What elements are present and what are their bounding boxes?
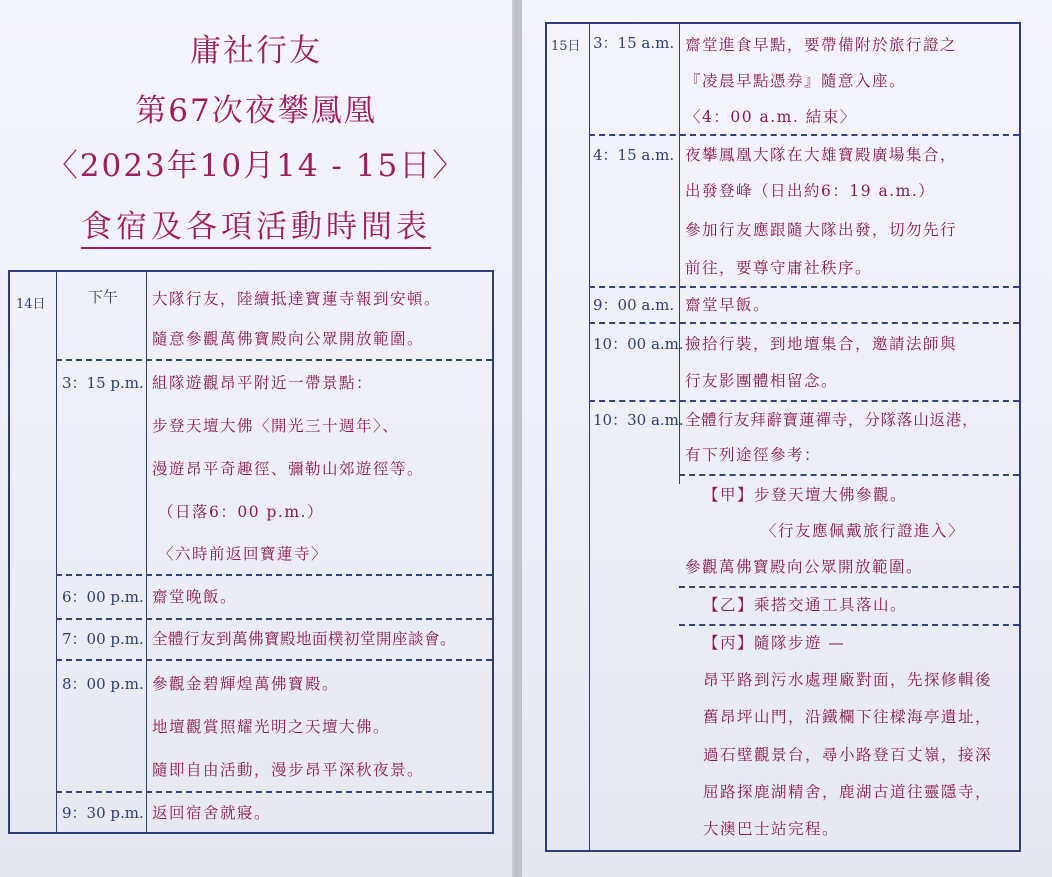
activity-line: 夜攀鳳凰大隊在大雄寶殿廣場集合， [685, 146, 958, 164]
row-divider [56, 618, 492, 620]
activity-line: 參觀金碧輝煌萬佛寶殿。 [152, 675, 340, 693]
time-cell: 8：00 p.m. [62, 675, 144, 693]
activity-line: 昂平路到污水處理廠對面，先探修輯後 [703, 671, 993, 689]
activity-line: 『凌晨早點憑券』隨意入座。 [685, 72, 907, 90]
time-cell: 下午 [88, 288, 119, 306]
activity-line: 舊昂坪山門，沿鐵欄下往樑海亭遺址， [703, 708, 993, 726]
activity-line: 齋堂早飯。 [685, 296, 771, 314]
route-option-c: 【丙】隨隊步遊 — [703, 634, 846, 652]
activity-line: 有下列途徑參考： [685, 446, 822, 464]
time-cell: 7：00 p.m. [62, 630, 144, 648]
activity-line: 〈行友應佩戴旅行證進入〉 [761, 522, 966, 540]
activity-line: 過石壁觀景台，尋小路登百丈嶺，接深 [703, 746, 993, 764]
time-cell: 3：15 p.m. [62, 374, 144, 392]
activity-line: 〈六時前返回寶蓮寺〉 [158, 545, 329, 563]
time-cell: 4：15 a.m. [593, 146, 675, 164]
date-label: 15日 [551, 39, 581, 54]
time-cell: 3：15 a.m. [593, 34, 675, 52]
activity-line: 齋堂晚飯。 [152, 588, 238, 606]
time-cell: 6：00 p.m. [62, 588, 144, 606]
time-column-divider [146, 272, 147, 832]
activity-line: 屈路探鹿湖精舍，鹿湖古道往靈隱寺， [703, 783, 993, 801]
activity-line: 返回宿舍就寢。 [152, 804, 272, 822]
activity-line: 大澳巴士站完程。 [703, 820, 840, 838]
schedule-table-day14 [8, 270, 494, 834]
row-divider [589, 134, 1019, 136]
activity-line: 出發登峰（日出約6：19 a.m.） [685, 182, 936, 200]
schedule-heading-text: 食宿及各項活動時間表 [81, 209, 431, 249]
activity-line: 〈4：00 a.m. 結束〉 [685, 108, 857, 126]
society-name: 庸社行友 [190, 33, 322, 69]
date-label: 14日 [16, 297, 46, 312]
activity-line: 大隊行友，陸續抵達寶蓮寺報到安頓。 [152, 290, 442, 308]
event-title: 第67次夜攀鳳凰 [135, 93, 377, 129]
activity-line: 全體行友到萬佛寶殿地面樸初堂開座談會。 [152, 630, 457, 648]
time-cell: 10：30 a.m. [593, 411, 684, 429]
row-divider [56, 574, 492, 576]
time-cell: 9：30 p.m. [62, 804, 144, 822]
activity-line: 撿拾行裝，到地壇集合，邀請法師與 [685, 335, 958, 353]
row-divider [679, 586, 1019, 588]
time-cell: 10：00 a.m. [593, 335, 684, 353]
event-date: 〈2023年10月14 - 15日〉 [46, 148, 466, 184]
date-column-divider [56, 272, 57, 832]
activity-line: 行友影團體相留念。 [685, 372, 839, 390]
activity-line: 齋堂進食早點，要帶備附於旅行證之 [685, 36, 958, 54]
row-divider [589, 400, 1019, 402]
row-divider [679, 474, 1019, 476]
row-divider [56, 659, 492, 661]
activity-line: 參加行友應跟隨大隊出發，切勿先行 [685, 221, 958, 239]
row-divider [589, 286, 1019, 288]
activity-line: （日落6：00 p.m.） [158, 503, 324, 521]
page-divider [512, 0, 522, 877]
activity-line: 漫遊昂平奇趣徑、彌勒山郊遊徑等。 [152, 460, 425, 478]
activity-line: 地壇觀賞照耀光明之天壇大佛。 [152, 718, 391, 736]
activity-line: 步登天壇大佛〈開光三十週年〉、 [152, 417, 400, 435]
time-cell: 9：00 a.m. [593, 296, 675, 314]
schedule-table-day15 [545, 22, 1021, 852]
activity-line: 隨即自由活動，漫步昂平深秋夜景。 [152, 761, 425, 779]
activity-line: 前往，要尊守庸社秩序。 [685, 259, 873, 277]
date-column-divider [589, 24, 590, 850]
row-divider [679, 624, 1019, 626]
row-divider [589, 322, 1019, 324]
activity-line: 參觀萬佛寶殿向公眾開放範圍。 [685, 558, 924, 576]
activity-line: 隨意參觀萬佛寶殿向公眾開放範圍。 [152, 330, 425, 348]
route-option-b: 【乙】乘搭交通工具落山。 [703, 596, 908, 614]
activity-line: 全體行友拜辭寶蓮禪寺，分隊落山返港， [685, 411, 979, 429]
row-divider [56, 359, 492, 361]
row-divider [56, 791, 492, 793]
route-option-a: 【甲】步登天壇大佛參觀。 [703, 486, 908, 504]
activity-line: 組隊遊觀昂平附近一帶景點： [152, 374, 374, 392]
schedule-heading [0, 202, 512, 252]
